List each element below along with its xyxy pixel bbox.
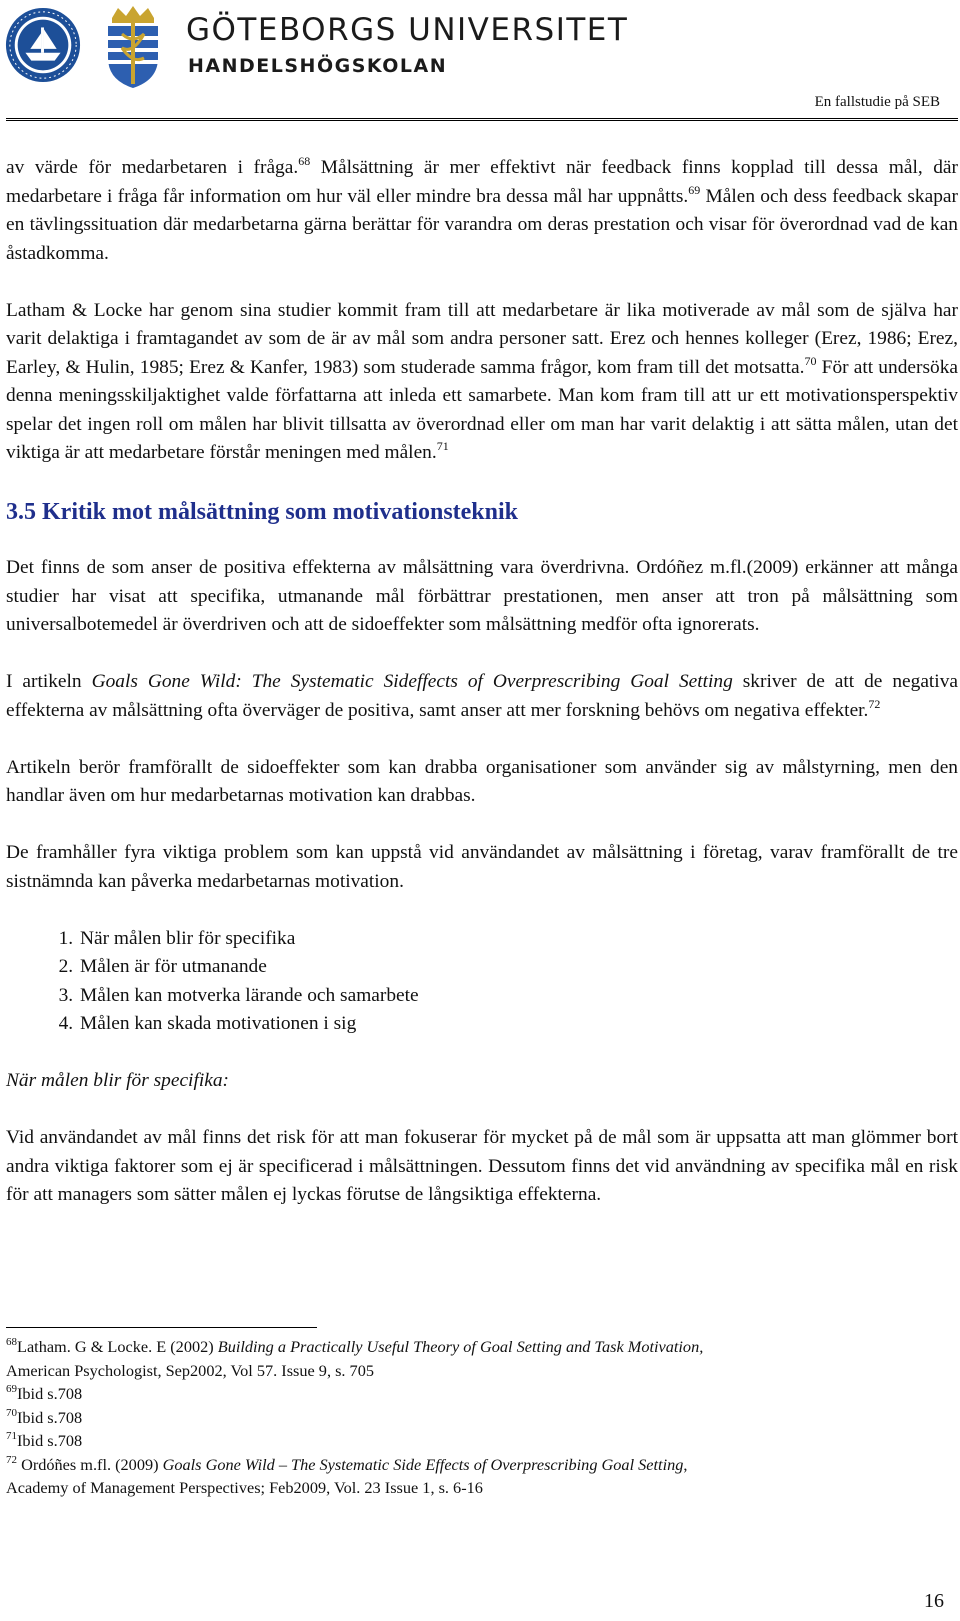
footnotes — [6, 1335, 946, 1500]
footnote-71: $^{71}$Ibid s.708 — [6, 1430, 83, 1450]
university-seal-icon — [4, 6, 82, 84]
paragraph-latham-locke: Latham & Locke har genom sina studier kommit fram till att medarbetare är lika motiverade av mål som de själva har varit delaktiga i framtagandet av som de är av mål som andra personer satt. Erez och hennes kolleger (Erez, 1986; Erez, Earley, & Hulin, 1985; Erez & Kanfer, 1983) som studerade samma frågor, kom fram till det motsatta.$^{70}$ För att undersöka denna meningsskiljaktighet valde författarna att inleda ett samarbete. Man kom fram till att ur ett motivationsperspektiv spelar det ingen roll om målen har blivit tillsatta av överordnad eller om man har varit delaktig i att sätta målen, utan det viktiga är att medarbetare förstår meningen med målen.$^{71}$ — [6, 299, 958, 463]
problem-list — [6, 925, 958, 1039]
footnote-ref-68: 68 — [298, 154, 311, 168]
paragraph-four-problems: De framhåller fyra viktiga problem som kan uppstå vid användandet av målsättning i företag, varav framförallt de tre sistnämnda kan påverka medarbetarnas motivation. — [6, 842, 958, 892]
section-title: Kritik mot målsättning som motivationsteknik — [42, 499, 519, 525]
footnote-ref-72: 72 — [868, 696, 881, 711]
paragraph-article: I artikeln Goals Gone Wild: The Systematic Sideffects of Overprescribing Goal Setting skriver de att de negativa effekterna av målsättning ofta överväger de positiva, samt anser att mer forskning behövs om negativa effekter.$^{72}$ — [6, 671, 959, 721]
footnote-70: $^{70}$Ibid s.708 — [6, 1406, 83, 1427]
paragraph-feedback: av värde för medarbetaren i fråga.$^{68}$ Målsättning är mer effektivt när feedback finns kopplad till dessa mål, där medarbetare i fråga får information om hur väl eller mindre bra dessa mål har uppnåtts.$^{69}$ Målen och dess feedback skapar en tävlingssituation där medarbetarna gärna berättar för varandra om deras prestation och visar för överordnad vad de kan åstadkomma. — [6, 154, 958, 264]
list-item: 4. Målen kan skada motivationen i sig — [78, 1010, 958, 1039]
page-number: 16 — [924, 1590, 944, 1612]
section-number: 3.5 — [6, 499, 36, 525]
section-heading — [6, 496, 958, 528]
footnote-divider — [6, 1327, 317, 1328]
subheading-specific-goals: När målen blir för specifika: — [6, 1070, 229, 1091]
footnote-72: $^{72}$ Ordóñes m.fl. (2009) Goals Gone Wild – The Systematic Side Effects of Overprescribing Goal Setting, Academy of Management Perspectives; Feb2009, Vol. 23 Issue 1, s. 6-16 — [6, 1453, 688, 1497]
page-body — [6, 154, 958, 1210]
paragraph-side-effects: Artikeln berör framförallt de sidoeffekter som kan drabba organisationer som använder sig av målstyrning, men den handlar även om hur medarbetarnas motivation kan drabbas. — [6, 756, 958, 806]
header-divider — [6, 118, 958, 121]
footnote-68: $^{68}$Latham. G & Locke. E (2002) Building a Practically Useful Theory of Goal Setting and Task Motivation, American Psychologist, Sep2002, Vol 57. Issue 9, s. 705 — [6, 1336, 704, 1380]
footnote-ref-71: 71 — [436, 439, 449, 453]
list-item: 2. Målen är för utmanande — [78, 953, 958, 982]
paragraph-specific-goals: Vid användandet av mål finns det risk för att man fokuserar för mycket på de mål som är uppsatta att man glömmer bort andra viktiga faktorer som ej är specificerad i målsättningen. Dessutom finns det vid användning av specifika mål en risk för att managers som sätter målen ej lyckas förutse de långsiktiga effekterna. — [6, 1127, 958, 1205]
list-item: 3. Målen kan motverka lärande och samarbete — [78, 982, 958, 1011]
list-item: 1. När målen blir för specifika — [78, 925, 958, 954]
article-title: Goals Gone Wild: The Systematic Sideffects of Overprescribing Goal Setting — [91, 671, 733, 692]
school-crest-icon — [96, 4, 170, 90]
footnote-69: $^{69}$Ibid s.708 — [6, 1383, 83, 1403]
page-header — [0, 0, 960, 108]
footnote-ref-69: 69 — [688, 182, 701, 197]
paragraph-criticism: Det finns de som anser de positiva effekterna av målsättning vara överdrivna. Ordóñez m.fl.(2009) erkänner att många studier har visat att specifika, utmanande mål förbättrar prestationen, men anser att tron på målsättning som universalbotemedel är överdriven och att de sidoeffekter som målsättning medför ofta ignorerats. — [6, 557, 958, 635]
university-name: GÖTEBORGS UNIVERSITET — [186, 12, 629, 48]
footnote-ref-70: 70 — [804, 353, 817, 368]
school-name: HANDELSHÖGSKOLAN — [188, 55, 448, 77]
running-head: En fallstudie på SEB — [814, 94, 940, 110]
